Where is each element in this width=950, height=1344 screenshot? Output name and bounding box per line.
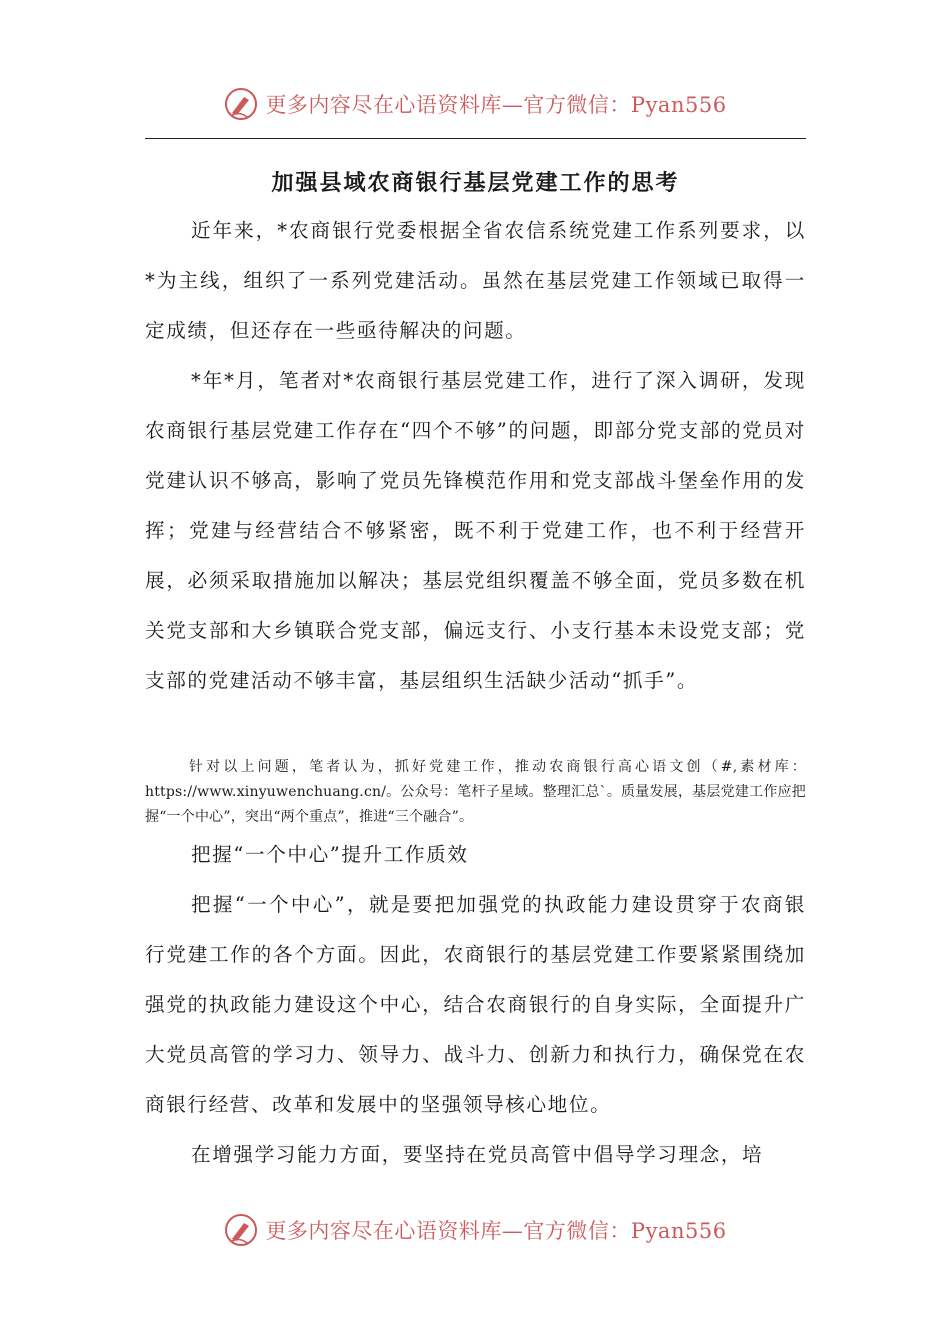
paragraph-solution: 针对以上问题，笔者认为，抓好党建工作，推动农商银行高心语文创（#,素材库：https://www.xinyuwenchuang.cn/。公众号：笔杆子星域。整理汇总`。质量发展，基层党建工作应把握“一个中心”，突出“两个重点”，推进“三个融合”。 <box>145 759 806 825</box>
pen-nib-circle-icon <box>223 86 259 122</box>
paragraph-intro: 近年来，*农商银行党委根据全省农信系统党建工作系列要求，以*为主线，组织了一系列党建活动。虽然在基层党建工作领域已取得一定成绩，但还存在一些亟待解决的问题。 <box>145 219 806 342</box>
paragraph-one-center: 把握“一个中心”，就是要把加强党的执政能力建设贯穿于农商银行党建工作的各个方面。因此，农商银行的基层党建工作要紧紧围绕加强党的执政能力建设这个中心，结合农商银行的自身实际，全面提升广大党员高管的学习力、领导力、战斗力、创新力和执行力，确保党在农商银行经营、改革和发展中的坚强领导核心地位。 <box>145 893 806 1116</box>
footer-banner <box>0 1208 950 1252</box>
document-title: 加强县域农商银行基层党建工作的思考 <box>271 171 680 196</box>
header-divider <box>145 138 806 139</box>
banner-text: 更多内容尽在心语资料库—官方微信：Pyan556 <box>265 1219 727 1243</box>
paragraph-research: *年*月，笔者对*农商银行基层党建工作，进行了深入调研，发现农商银行基层党建工作存在“四个不够”的问题，即部分党支部的党员对党建认识不够高，影响了党员先锋模范作用和党支部战斗堡垒作用的发挥；党建与经营结合不够紧密，既不利于党建工作，也不利于经营开展，必须采取措施加以解决；基层党组织覆盖不够全面，党员多数在机关党支部和大乡镇联合党支部，偏远支行、小支行基本未设党支部；党支部的党建活动不够丰富，基层组织生活缺少活动“抓手”。 <box>145 369 806 692</box>
banner-text: 更多内容尽在心语资料库—官方微信：Pyan556 <box>265 93 727 117</box>
paragraph-learning: 在增强学习能力方面，要坚持在党员高管中倡导学习理念，培 <box>191 1143 764 1166</box>
header-banner <box>0 82 950 126</box>
section-heading: 把握“一个中心”提升工作质效 <box>191 843 469 866</box>
pen-nib-circle-icon <box>223 1212 259 1248</box>
